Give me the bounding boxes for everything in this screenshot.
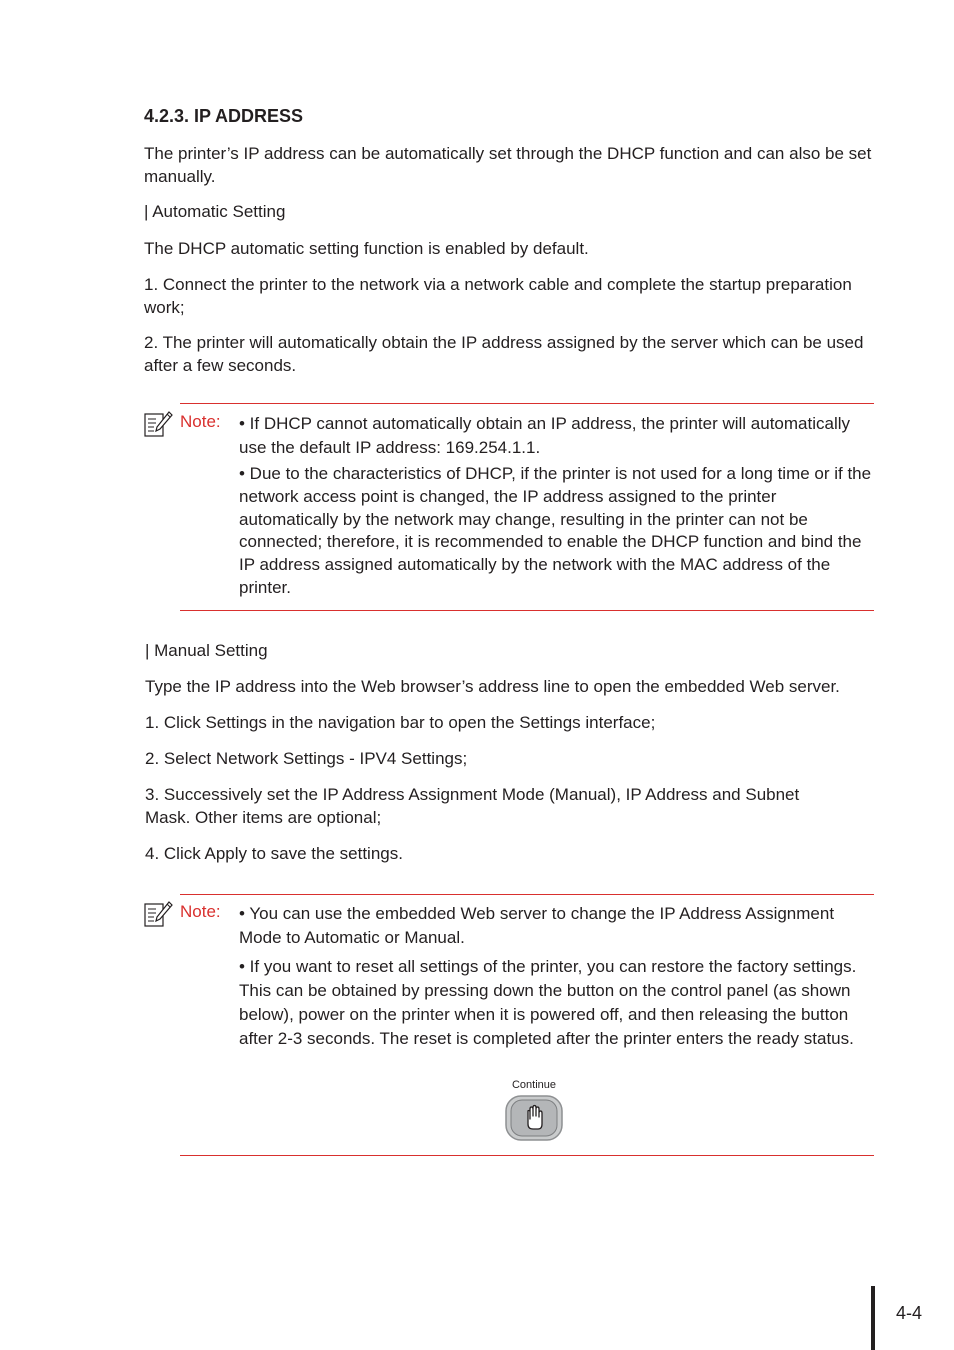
manual-setting-desc: Type the IP address into the Web browser’s address line to open the embedded Web server.: [145, 677, 840, 696]
intro-paragraph: The printer’s IP address can be automatically set through the DHCP function and can also be set manually.: [144, 144, 872, 186]
continue-button-illustration: [505, 1095, 563, 1141]
automatic-setting-title: | Automatic Setting: [144, 202, 286, 221]
manual-step-3: 3. Successively set the IP Address Assignment Mode (Manual), IP Address and Subnet Mask. Other items are optional;: [145, 785, 800, 827]
note-label: Note:: [180, 902, 221, 921]
note-top-rule: [180, 894, 874, 895]
note-bottom-rule: [180, 610, 874, 611]
section-heading: 4.2.3. IP ADDRESS: [144, 106, 304, 126]
note-bullet: • You can use the embedded Web server to change the IP Address Assignment Mode to Automatic or Manual.: [239, 904, 835, 947]
page-number: 4-4: [896, 1303, 923, 1323]
automatic-step-1: 1. Connect the printer to the network via a network cable and complete the startup preparation work;: [144, 275, 852, 317]
note-pencil-icon: [143, 900, 173, 928]
note-top-rule: [180, 403, 874, 404]
manual-setting-title: | Manual Setting: [145, 641, 268, 660]
manual-step-2: 2. Select Network Settings - IPV4 Settings;: [145, 749, 468, 768]
page-number-bar: [871, 1286, 875, 1350]
note-bottom-rule: [180, 1155, 874, 1156]
automatic-step-2: 2. The printer will automatically obtain the IP address assigned by the server which can be used after a few seconds.: [144, 333, 864, 375]
continue-button-label: Continue: [511, 1079, 557, 1091]
manual-step-1: 1. Click Settings in the navigation bar to open the Settings interface;: [145, 713, 656, 732]
automatic-setting-desc: The DHCP automatic setting function is enabled by default.: [144, 239, 589, 258]
manual-step-4: 4. Click Apply to save the settings.: [145, 844, 403, 863]
note-label: Note:: [180, 412, 221, 431]
note-bullet: • If you want to reset all settings of the printer, you can restore the factory settings. This can be obtained by pressing down the button on the control panel (as shown below), power on the printer when it is powered off, and then releasing the button after 2-3 seconds. The reset is completed after the printer enters the ready status.: [239, 957, 857, 1048]
note-pencil-icon: [143, 410, 173, 438]
note-bullet: • If DHCP cannot automatically obtain an IP address, the printer will automatically use the default IP address: 169.254.1.1.: [239, 414, 851, 457]
note-bullet: • Due to the characteristics of DHCP, if the printer is not used for a long time or if the network access point is changed, the IP address assigned to the printer automatically by the network may change, resulting in the printer can not be connected; therefore, it is recommended to enable the DHCP function and bind the IP address assigned automatically by the network with the MAC address of the printer.: [239, 464, 872, 597]
